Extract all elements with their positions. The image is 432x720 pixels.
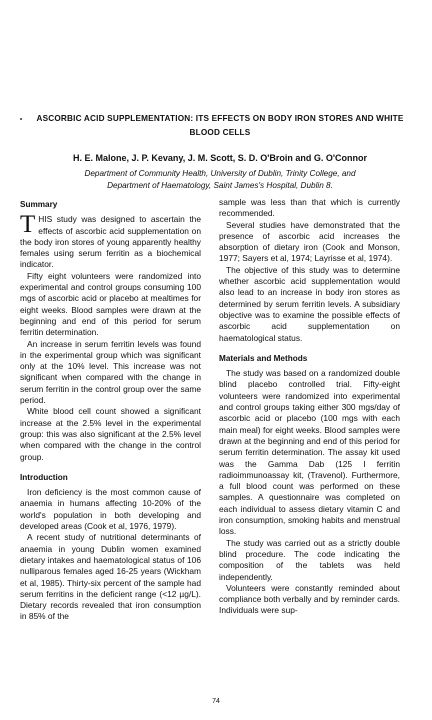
article-title: ASCORBIC ACID SUPPLEMENTATION: ITS EFFECTS ON BODY IRON STORES AND WHITE BLOOD CELLS xyxy=(36,114,404,137)
affiliation-line-1: Department of Community Health, University of Dublin, Trinity College, and xyxy=(84,169,356,178)
right-column xyxy=(219,197,400,617)
methods-heading: Materials and Methods xyxy=(219,353,308,363)
intro-continuation: sample was less than that which is currently recommended. xyxy=(219,197,400,219)
introduction-heading: Introduction xyxy=(20,472,68,482)
left-column xyxy=(20,199,201,623)
summary-paragraph-2: Fifty eight volunteers were randomized into experimental and control groups consuming 100 mgs of ascorbic acid or placebo at mealtimes for eight weeks. Blood samples were drawn at the beginning and end of this period for serum ferritin determination. xyxy=(20,270,201,338)
introduction-paragraph-3: Several studies have demonstrated that the presence of ascorbic acid increases the absorption of dietary iron (Cook and Monson, 1977; Sayers et al, 1974; Layrisse et al, 1974). xyxy=(219,219,400,264)
summary-paragraph-3: An increase in serum ferritin levels was found in the experimental group which was significant only at the 10% level. This increase was not significant when compared with the change in serum ferritin in the control group over the same period. xyxy=(20,338,201,406)
article-affiliation xyxy=(30,168,410,191)
introduction-paragraph-4: The objective of this study was to determine whether ascorbic acid supplementation would also lead to an increase in body iron stores as determined by serum ferritin levels. A subsidiary objective was to examine the possible effects of ascorbic acid supplementation on haematological status. xyxy=(219,264,400,343)
methods-paragraph-2: The study was carried out as a strictly double blind procedure. The code indicating the composition of the tablets was held independently. xyxy=(219,537,400,582)
summary-heading: Summary xyxy=(20,200,58,209)
summary-paragraph-4: White blood cell count showed a significant increase at the 2.5% level in the experimental group: this was also significant at the 2.5% level when compared with the change in the control group. xyxy=(20,406,201,462)
page-number: 74 xyxy=(212,698,220,705)
article-authors: H. E. Malone, J. P. Kevany, J. M. Scott, S. D. O'Broin and G. O'Connor xyxy=(73,153,367,163)
margin-dot xyxy=(20,118,22,120)
methods-paragraph-3: Volunteers were constantly reminded about compliance both verbally and by reminder cards. Individuals were sup- xyxy=(219,582,400,616)
introduction-paragraph-2: A recent study of nutritional determinants of anaemia in young Dublin women examined dietary intakes and haematological status of 106 nulliparous females aged 16-25 years (Wickham et al, 1985). Thirty-six percent of the sample had serum ferritins in the deficient range (<12 µg/L). Dietary records revealed that iron consumption in 85% of the xyxy=(20,532,201,622)
summary-paragraph-1-text: HIS study was designed to ascertain the effects of ascorbic acid supplementation on the body iron stores of young apparently healthy females using serum ferritin as a biochemical indicator. xyxy=(20,214,201,270)
methods-paragraph-1: The study was based on a randomized double blind placebo controlled trial. Fifty-eight volunteers were randomized into experimental and control groups taking either 300 mgs/day of ascorbic acid or placebo (100 mgs with each main meal) for eight weeks. Blood samples were drawn at the beginning and end of this period for serum ferritin determination. The assay kit used was the Gamma Dab (125 I ferritin radioimmunoassay kit, (Travenol). Furthermore, a full blood count was performed on these samples. A questionnaire was completed on each individual to assess dietary vitamin C and iron consumption, smoking habits and menstrual loss. xyxy=(219,368,400,537)
summary-paragraph-1 xyxy=(20,211,201,270)
introduction-paragraph-1: Iron deficiency is the most common cause of anaemia in humans affecting 10-20% of the world's population in both developing and developed areas (Cook et al, 1976, 1979). xyxy=(20,487,201,532)
affiliation-line-2: Department of Haematology, Saint James's Hospital, Dublin 8. xyxy=(107,180,333,190)
summary-dropcap: T xyxy=(20,211,36,239)
